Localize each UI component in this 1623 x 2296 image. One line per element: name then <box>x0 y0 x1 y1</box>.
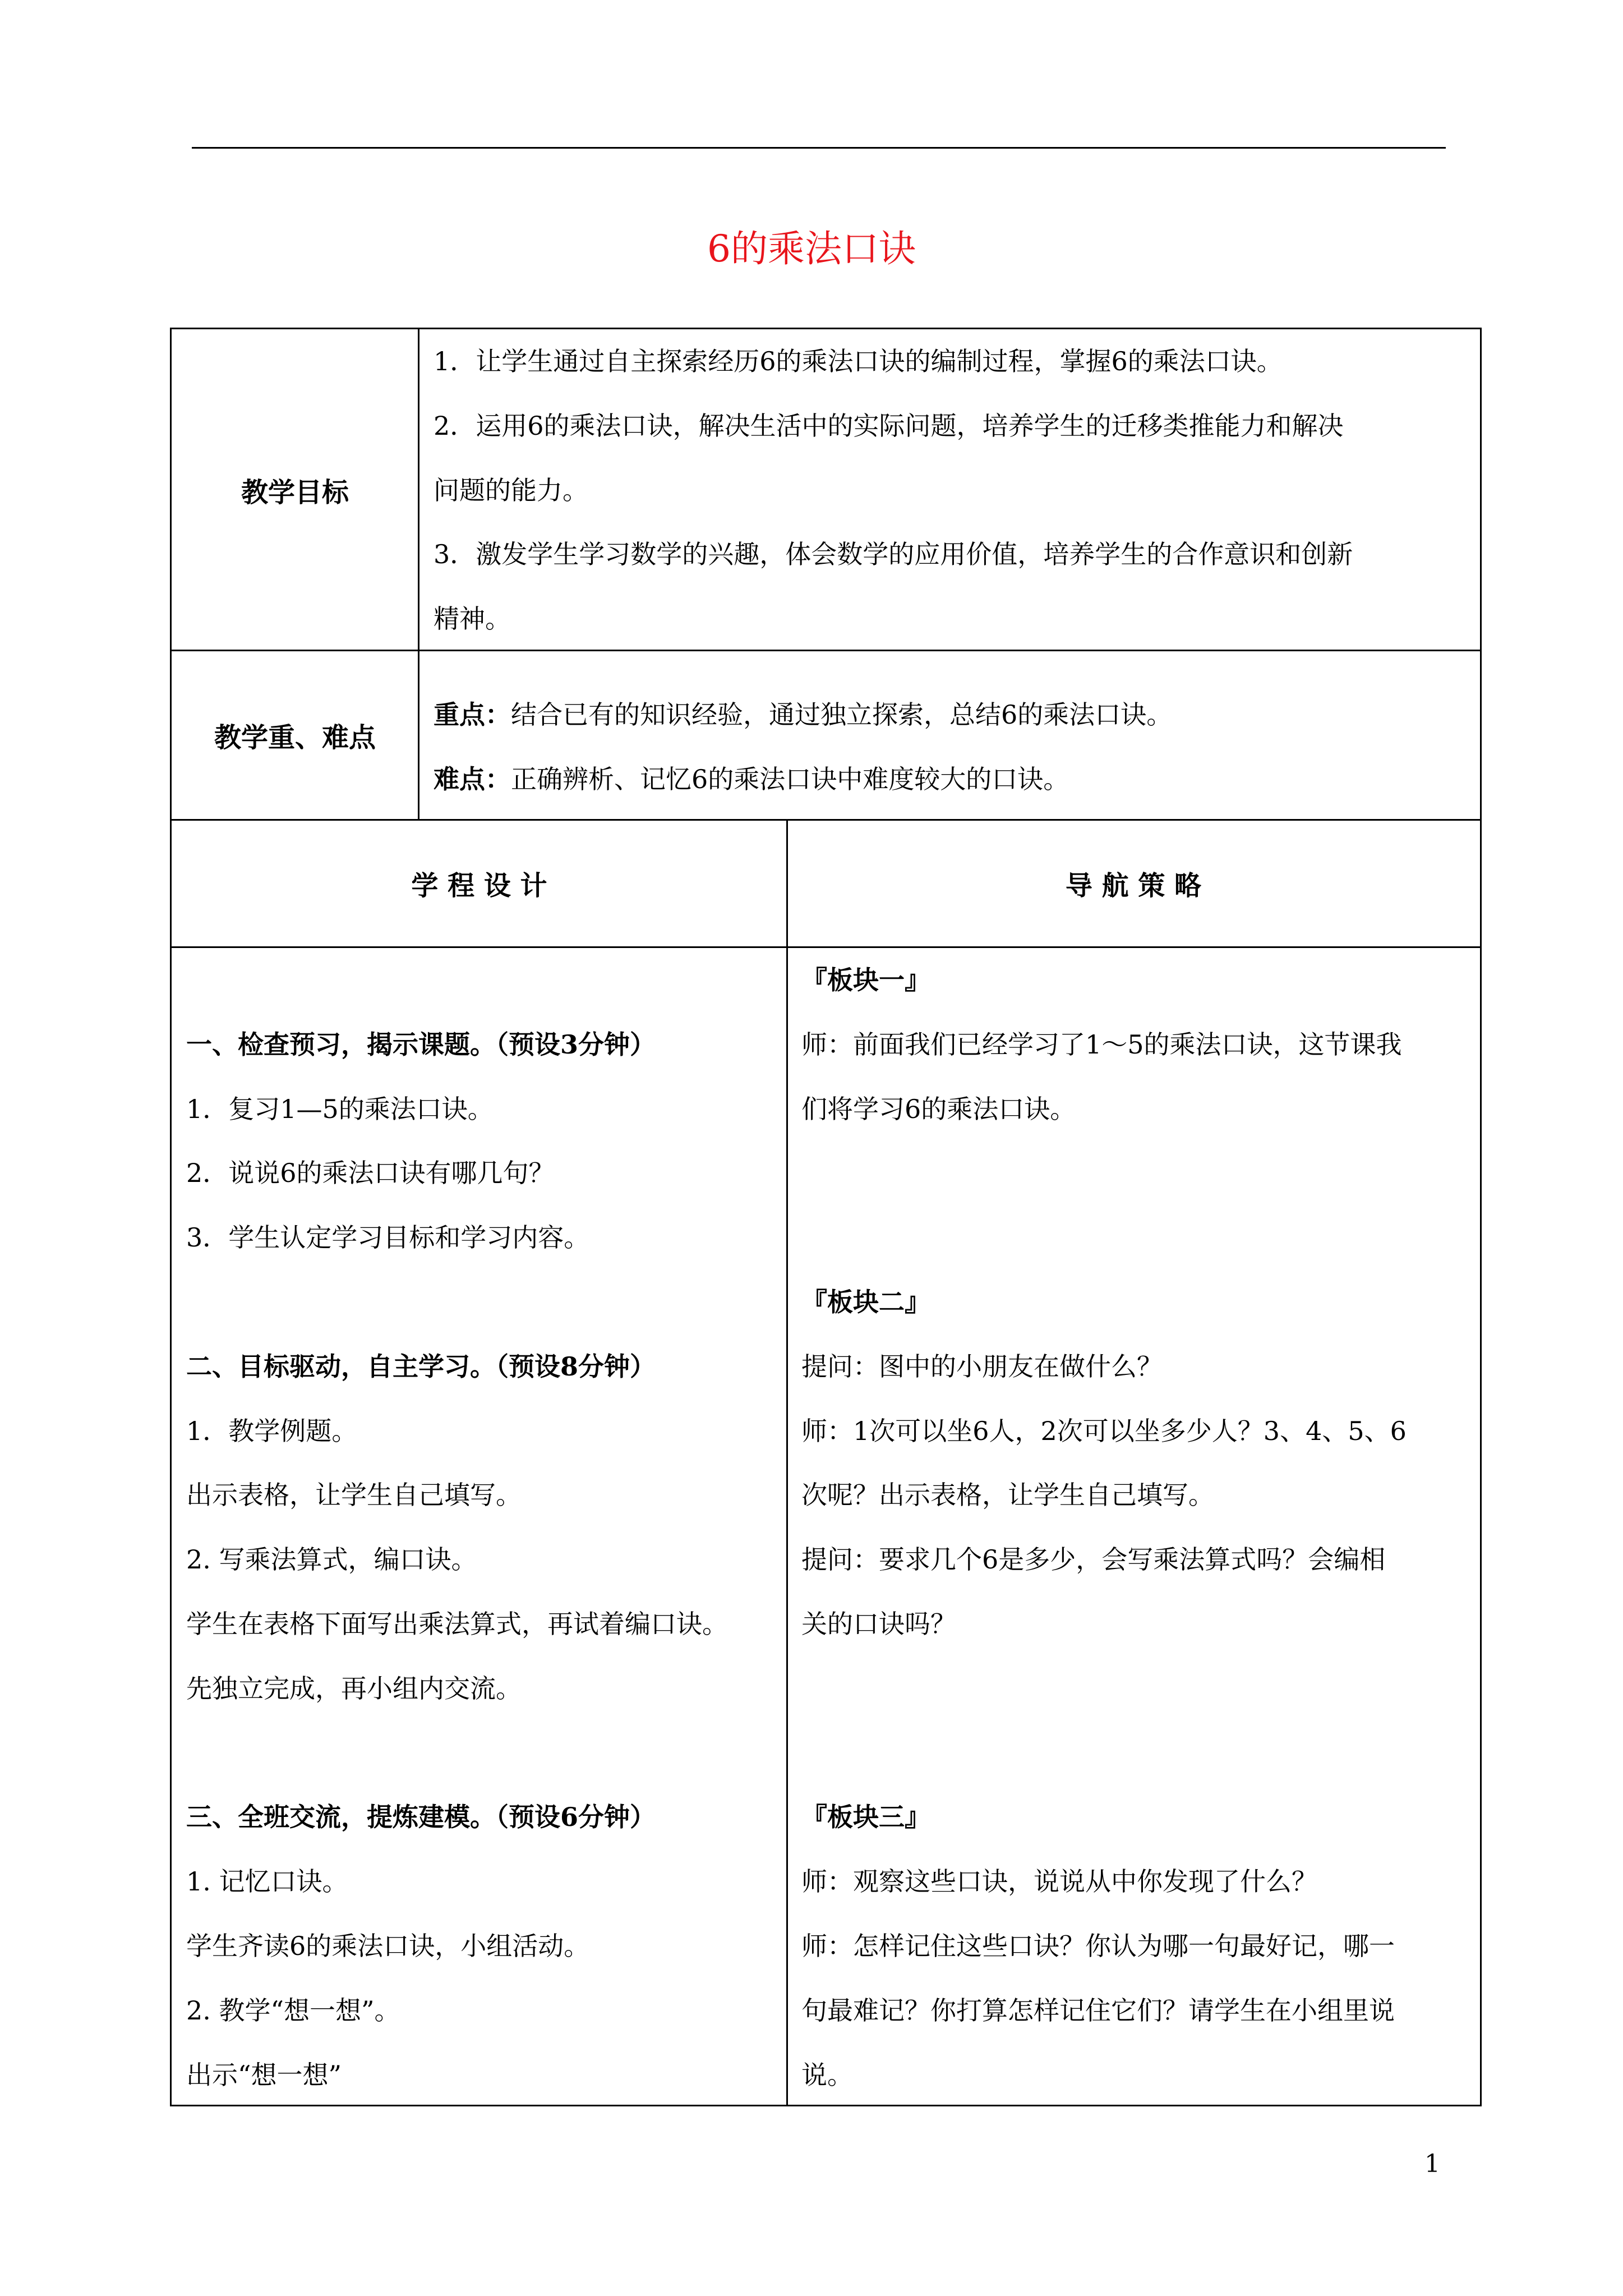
text-line: 3．激发学生学习数学的兴趣，体会数学的应用价值，培养学生的合作意识和创新 <box>434 539 1353 570</box>
text-line: 出示“想一想” <box>186 2059 342 2090</box>
lesson-plan-table <box>170 328 1482 2106</box>
text-line <box>801 1205 1407 1270</box>
key-points-text <box>434 683 1172 812</box>
text-line: 们将学习6的乘法口诀。 <box>801 1093 1076 1124</box>
text-line: 2. 教学“想一想”。 <box>186 1995 400 2026</box>
text-line: 三、全班交流，提炼建模。（预设6分钟） <box>186 1802 656 1833</box>
text-line: 师：1次可以坐6人，2次可以坐多少人？3、4、5、6 <box>801 1415 1407 1446</box>
text-line: 学生齐读6的乘法口诀，小组活动。 <box>186 1930 590 1961</box>
text-line: 师：前面我们已经学习了1～5的乘法口诀，这节课我 <box>801 1029 1402 1060</box>
objectives-label: 教学目标 <box>241 476 349 508</box>
text-line: 1．让学生通过自主探索经历6的乘法口诀的编制过程，掌握6的乘法口诀。 <box>434 346 1283 376</box>
text-line: 提问：要求几个6是多少，会写乘法算式吗？会编相 <box>801 1544 1386 1575</box>
text-line: 师：怎样记住这些口诀？你认为哪一句最好记，哪一 <box>801 1930 1395 1961</box>
text-line: 2．运用6的乘法口诀，解决生活中的实际问题，培养学生的迁移类推能力和解决 <box>434 410 1344 441</box>
text-line: 问题的能力。 <box>434 475 588 505</box>
guidance-strategy-content <box>801 948 1407 2107</box>
text-line: 『板块二』 <box>801 1286 930 1317</box>
text-line: 二、目标驱动，自主学习。（预设8分钟） <box>186 1351 656 1382</box>
text-line <box>801 1657 1407 1721</box>
text-line <box>801 1141 1407 1205</box>
column-divider <box>786 819 788 2105</box>
text-line: 1. 记忆口诀。 <box>186 1866 348 1897</box>
difficult-text: 正确辨析、记忆6的乘法口诀中难度较大的口诀。 <box>511 763 1069 794</box>
text-line: 『板块三』 <box>801 1802 930 1833</box>
text-line: 1．教学例题。 <box>186 1415 358 1446</box>
text-line <box>186 1721 728 1786</box>
text-line: 提问：图中的小朋友在做什么？ <box>801 1351 1163 1382</box>
header-rule <box>192 147 1446 149</box>
page-title: 6的乘法口诀 <box>707 227 916 270</box>
text-line: 2. 写乘法算式，编口诀。 <box>186 1544 477 1575</box>
text-line: 说。 <box>801 2059 853 2090</box>
text-line: 师：观察这些口诀，说说从中你发现了什么？ <box>801 1866 1317 1897</box>
text-line: 学生在表格下面写出乘法算式，再试着编口诀。 <box>186 1608 728 1639</box>
text-line: 一、检查预习，揭示课题。（预设3分钟） <box>186 1029 656 1060</box>
key-points-label: 教学重、难点 <box>214 721 376 753</box>
text-line: 先独立完成，再小组内交流。 <box>186 1673 522 1704</box>
text-line: 句最难记？你打算怎样记住它们？请学生在小组里说 <box>801 1995 1395 2026</box>
text-line: 关的口诀吗？ <box>801 1608 956 1639</box>
key-label: 重点： <box>434 700 511 730</box>
learning-design-content <box>186 948 728 2107</box>
objectives-text <box>434 329 1353 651</box>
header-guidance-strategy: 导 航 策 略 <box>1065 870 1202 901</box>
text-line: 3．学生认定学习目标和学习内容。 <box>186 1222 590 1253</box>
page-number: 1 <box>1424 2150 1440 2178</box>
difficult-label: 难点： <box>434 763 511 794</box>
text-line <box>186 948 728 1013</box>
text-line: 『板块一』 <box>801 965 930 995</box>
key-text: 结合已有的知识经验，通过独立探索，总结6的乘法口诀。 <box>511 700 1173 730</box>
text-line: 次呢？出示表格，让学生自己填写。 <box>801 1480 1214 1511</box>
text-line: 1．复习1—5的乘法口诀。 <box>186 1093 494 1124</box>
text-line: 2．说说6的乘法口诀有哪几句？ <box>186 1158 555 1189</box>
header-learning-design: 学 程 设 计 <box>411 870 547 901</box>
text-line: 精神。 <box>434 604 511 634</box>
text-line <box>801 1721 1407 1786</box>
text-line <box>186 1270 728 1335</box>
text-line: 出示表格，让学生自己填写。 <box>186 1480 522 1511</box>
